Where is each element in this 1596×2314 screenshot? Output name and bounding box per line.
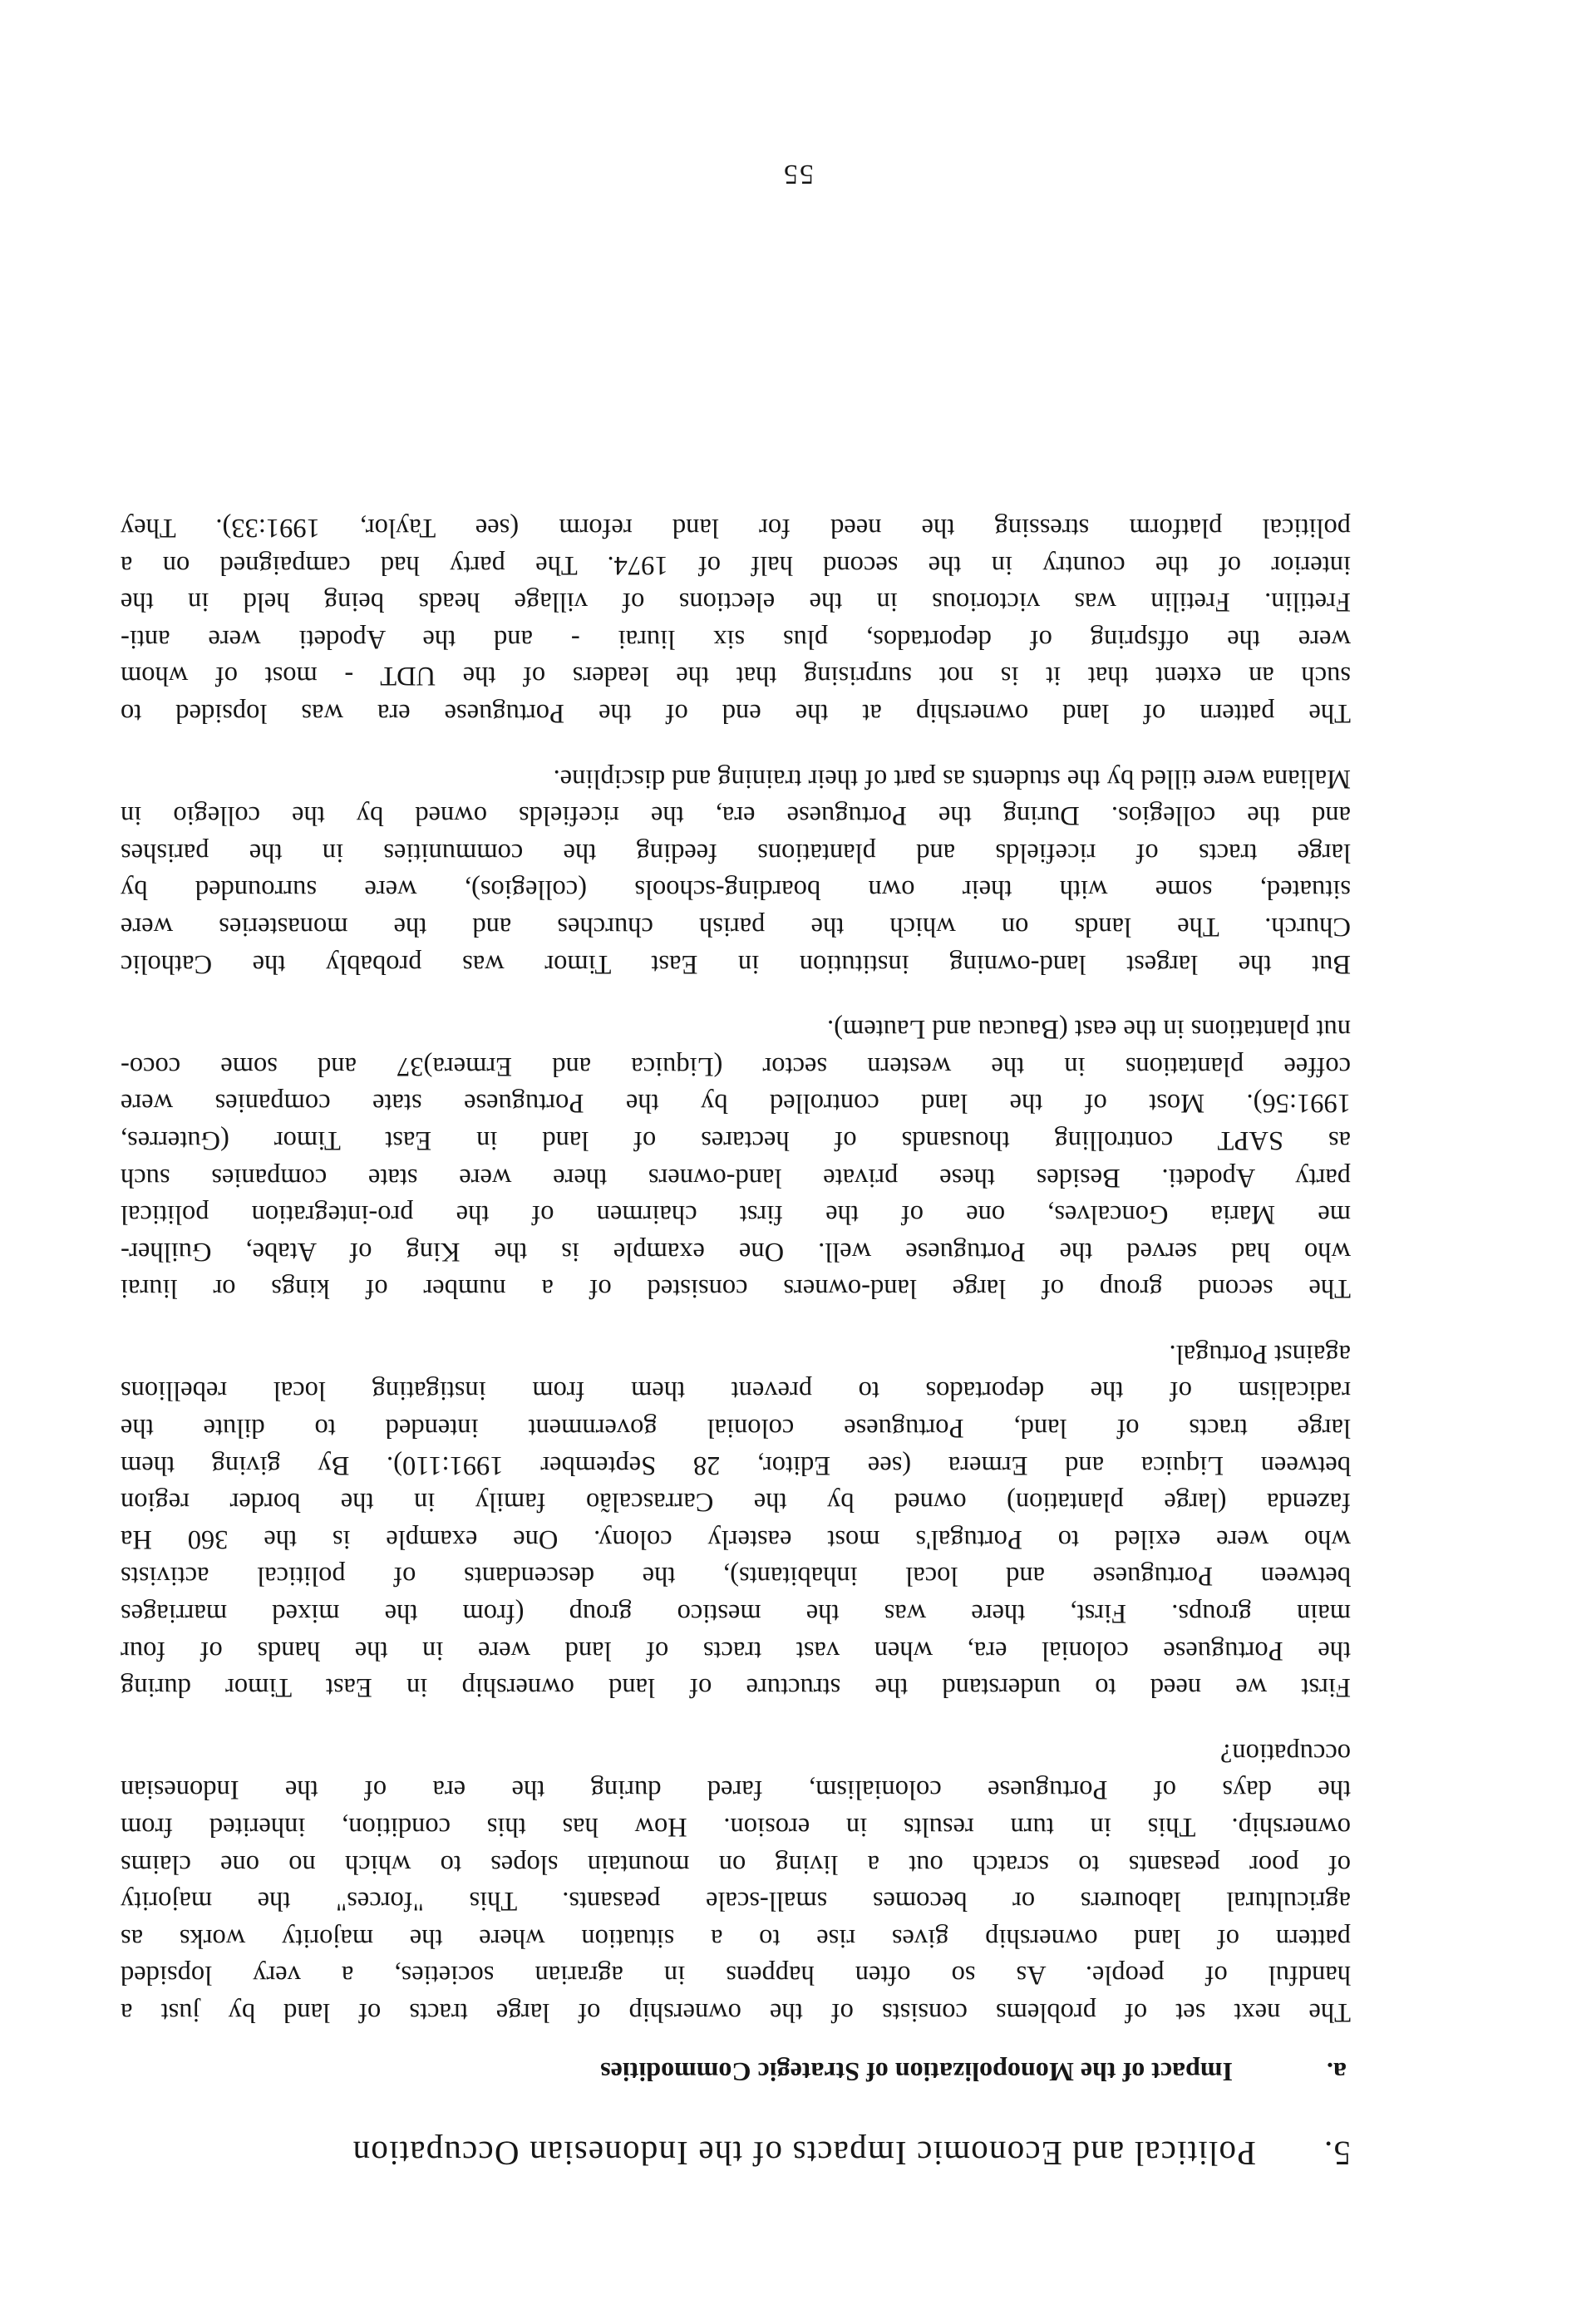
text-line: large tracts of ricefields and plantations feeding the communities in the parishes: [121, 837, 1351, 868]
text-line: nut plantations in the east (Baucau and Lautem).: [827, 1014, 1351, 1045]
text-line: agricultural labourers or becomes small-scale peasants. This "forces" the majority: [121, 1886, 1351, 1917]
text-line: the days of Portuguese colonialism, fared during the era of the Indonesian: [121, 1775, 1351, 1805]
text-line: fazenda (large plantation) owned by the Carrascalão family in the border region: [121, 1487, 1351, 1518]
text-line: between Liquica and Ermera (see Editor, 28 September 1991:110). By giving them: [121, 1450, 1351, 1480]
chapter-heading: [121, 2133, 1351, 2174]
paragraph: [121, 1734, 1351, 2031]
text-line: interior of the country in the second half of 1974. The party had campaigned on a: [121, 549, 1351, 580]
section-letter: a.: [1327, 2057, 1347, 2087]
text-line: against Portugal.: [1169, 1338, 1351, 1369]
text-line: as SAPT controlling thousands of hectares of land in East Timor (Guterres,: [121, 1125, 1351, 1155]
text-line: the Portuguese colonial era, when vast tracts of land were in the hands of four: [121, 1635, 1351, 1666]
page-number: 55: [782, 159, 814, 190]
text-line: Church. The lands on which the parish churches and the monasteries were: [121, 911, 1351, 942]
text-line: such an extent that it is not surprising that the leaders of the UDT - most of whom: [121, 661, 1351, 692]
text-line: handful of people. As so often happens in agrarian societies, a very lopsided: [121, 1960, 1351, 1991]
text-line: pattern of land ownership gives rise to a situation where the majority works as: [121, 1923, 1351, 1953]
chapter-number: 5.: [1323, 2134, 1351, 2173]
chapter-title: Political and Economic Impacts of the Indonesian Occupation: [352, 2134, 1256, 2173]
page-content: [121, 480, 1351, 2174]
text-line: who were exiled to Portugal's most easterly colony. One example is the 360 Ha: [121, 1524, 1351, 1554]
paragraph: [121, 1011, 1351, 1307]
text-line: occupation?: [1219, 1737, 1351, 1768]
text-line: Fretilin. Fretilin was victorious in the elections of village heads being held in the: [121, 587, 1351, 618]
paragraph: [121, 1335, 1351, 1706]
text-line: ownership. This in turn results in erosion. How has this condition, inherited from: [121, 1812, 1351, 1843]
paragraph: [121, 509, 1351, 731]
text-line: me Maria Goncalves, one of the first chairmen of the pro-integration political: [121, 1199, 1351, 1230]
paragraph: [121, 760, 1351, 982]
text-line: situated, some with their own boarding-schools (collegios), were surrounded by: [121, 874, 1351, 905]
text-line: radicalism of the deportados to prevent them from instigating local rebellions: [121, 1376, 1351, 1406]
text-line: between Portuguese and local inhabitants), the descendants of political activists: [121, 1561, 1351, 1592]
text-line: party Apodeti. Besides these private land-owners there were state companies such: [121, 1162, 1351, 1193]
text-line: main groups. First, there was the mestico group (from the mixed marriages: [121, 1598, 1351, 1629]
text-line: were the offspring of deportados, plus six liurai - and the Apodeti were anti-: [121, 623, 1351, 654]
text-line: of poor peasants to scratch out a living on mountain slopes to which no one claims: [121, 1849, 1351, 1879]
text-line: Maliana were tilled by the students as part of their training and discipline.: [553, 763, 1351, 794]
text-line: 1991:56). Most of the land controlled by the Portuguese state companies were: [121, 1088, 1351, 1119]
text-line: and the collegios. During the Portuguese era, the ricefields owned by the collegio in: [121, 800, 1351, 831]
text-line: political platform stressing the need for land reform (see Taylor, 1991:33). They: [121, 513, 1351, 544]
text-line: The pattern of land ownership at the end of the Portuguese era was lopsided to: [121, 698, 1351, 728]
text-line: who had served the Portuguese well. One example is the King of Atabe, Guilher-: [121, 1236, 1351, 1267]
text-line: The next set of problems consists of the ownership of large tracts of land by just a: [121, 1997, 1351, 2027]
text-line: The second group of large land-owners consisted of a number of kings or liurai: [121, 1273, 1351, 1304]
text-line: coffee plantations in the western sector (Liquica and Ermera)37 and some coco-: [121, 1051, 1351, 1081]
text-line: large tracts of land, Portuguese colonial government intended to dilute the: [121, 1413, 1351, 1444]
section-heading: [121, 2056, 1351, 2089]
text-line: But the largest land-owning institution in East Timor was probably the Catholic: [121, 948, 1351, 979]
section-title: Impact of the Monopolization of Strategic Commodities: [600, 2057, 1233, 2087]
text-line: First we need to understand the structure of land ownership in East Timor during: [121, 1672, 1351, 1703]
